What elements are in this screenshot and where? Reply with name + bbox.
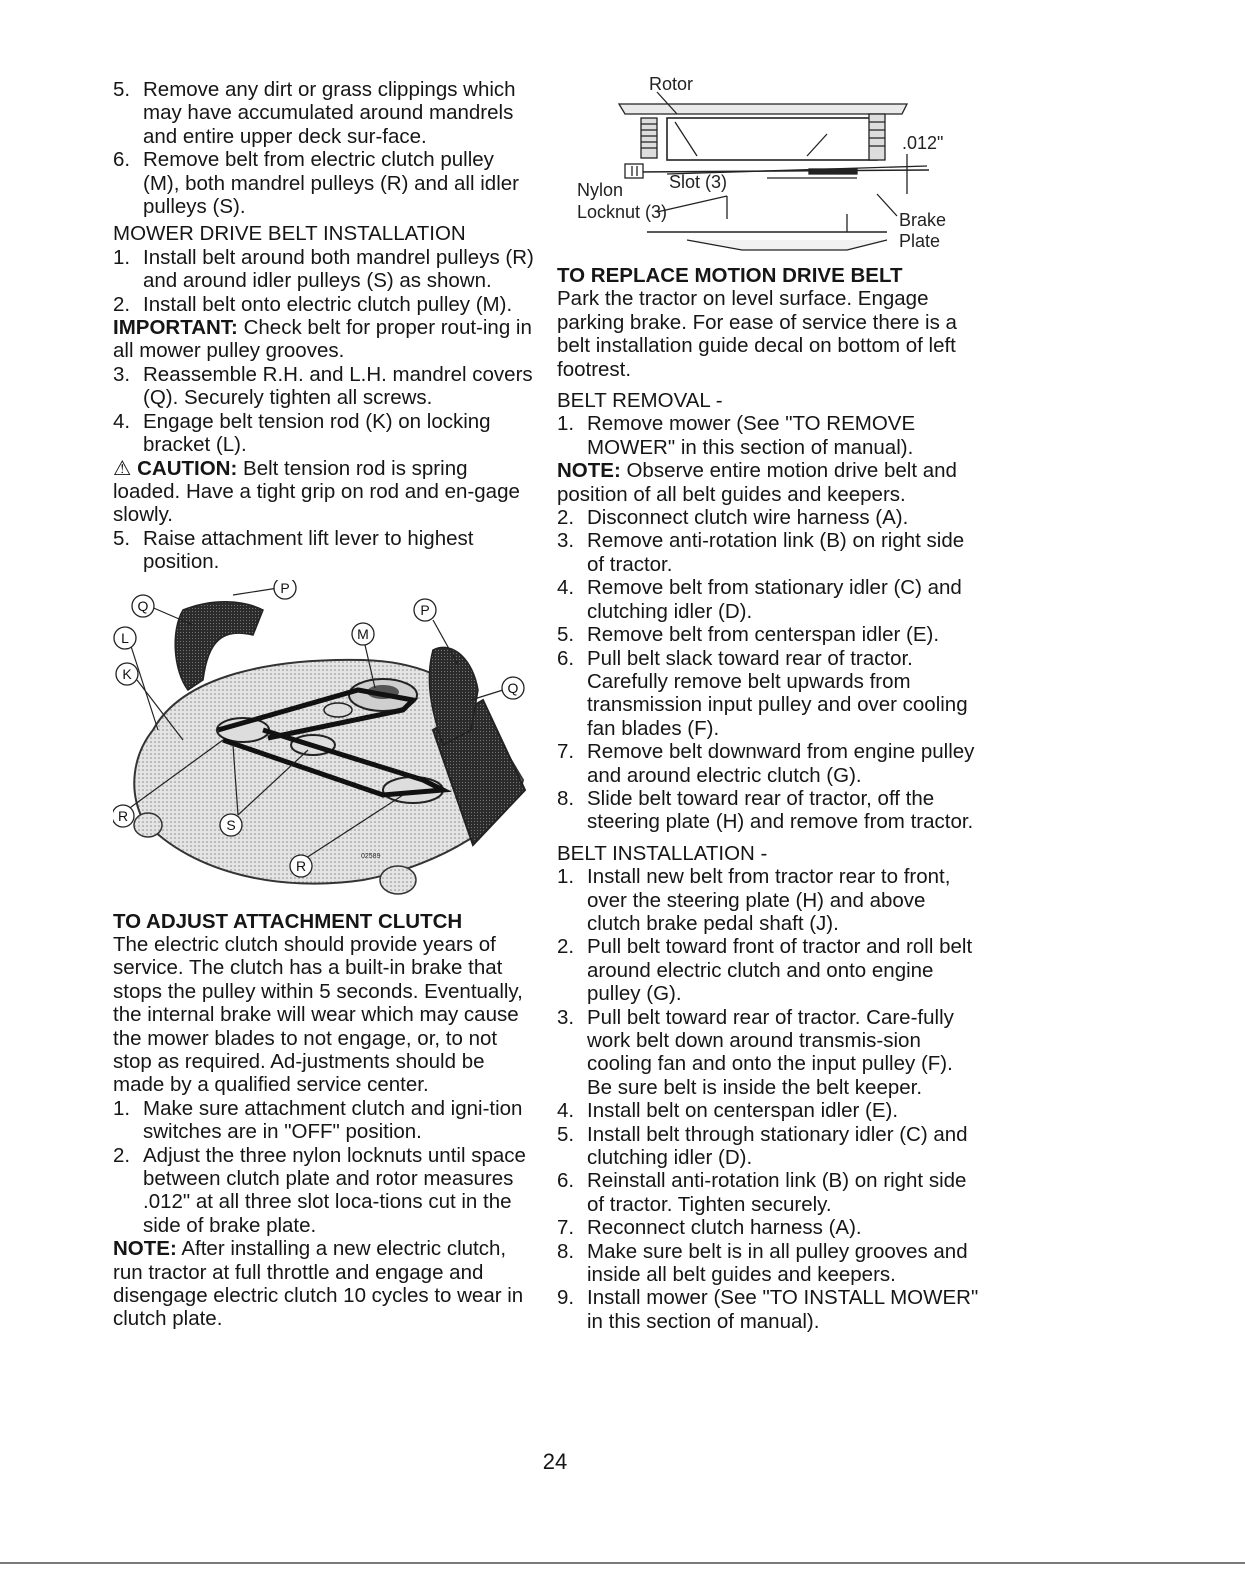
removal-list-b xyxy=(557,506,982,834)
list-item xyxy=(557,647,982,741)
list-item xyxy=(557,865,982,935)
item-number: 4. xyxy=(557,576,575,600)
installation-list xyxy=(557,865,982,1333)
list-item xyxy=(557,576,982,623)
list-item xyxy=(113,363,535,410)
removal-list-a xyxy=(557,412,982,459)
item-text: Reinstall anti-rotation link (B) on right side of tractor. Tighten securely. xyxy=(587,1169,967,1216)
list-item xyxy=(557,623,982,646)
item-number: 4. xyxy=(557,1099,575,1123)
item-text: Remove anti-rotation link (B) on right side of tractor. xyxy=(587,529,965,576)
item-text: Remove belt downward from engine pulley and around electric clutch (G). xyxy=(587,740,975,787)
list-item xyxy=(557,1099,982,1122)
item-number: 4. xyxy=(113,409,131,433)
nylon-label: Nylon xyxy=(577,180,624,200)
callout-p-right: P xyxy=(420,601,430,618)
list-item xyxy=(113,410,535,457)
important-text: Check belt for proper rout-ing in all mower pulley grooves. xyxy=(113,316,532,363)
item-number: 5. xyxy=(557,1122,575,1146)
caution-text: Belt tension rod is spring loaded. Have a tight grip on rod and en-gage slowly. xyxy=(113,456,520,527)
item-text: Disconnect clutch wire harness (A). xyxy=(587,506,909,530)
important-note xyxy=(113,316,535,363)
item-number: 2. xyxy=(557,506,575,530)
item-text: Pull belt toward rear of tractor. Care-fully work belt down around transmis-sion cooling fan and onto the input pulley (F). Be sure belt is inside the belt keeper. xyxy=(587,1005,954,1099)
replace-belt-title: TO REPLACE MOTION DRIVE BELT xyxy=(557,264,903,287)
item-number: 3. xyxy=(557,529,575,553)
list-item xyxy=(557,506,982,529)
item-number: 2. xyxy=(113,292,131,316)
clutch-note xyxy=(113,1237,535,1331)
list-item xyxy=(113,293,535,316)
rotor-label: Rotor xyxy=(649,74,694,94)
step-list-e xyxy=(113,1097,535,1237)
item-number: 1. xyxy=(113,1096,131,1120)
left-column xyxy=(113,78,535,1331)
item-text: Adjust the three nylon locknuts until space between clutch plate and rotor measures .012" at all three slot loca-tions cut in the side of brake plate. xyxy=(143,1143,526,1237)
plate-label: Plate xyxy=(899,231,941,251)
caution-label: CAUTION: xyxy=(137,456,238,480)
callout-r-left: R xyxy=(117,807,129,824)
callout-q-right: Q xyxy=(507,679,519,696)
item-text: Reassemble R.H. and L.H. mandrel covers (Q). Securely tighten all screws. xyxy=(143,362,533,410)
important-label: IMPORTANT: xyxy=(113,316,238,340)
item-text: Pull belt slack toward rear of tractor. Carefully remove belt upwards from transmission input pulley and over cooling fan blades (F). xyxy=(587,646,968,740)
list-item xyxy=(113,246,535,293)
list-item xyxy=(557,1286,982,1333)
install-heading: MOWER DRIVE BELT INSTALLATION xyxy=(113,222,466,246)
item-number: 2. xyxy=(113,1143,131,1167)
removal-note-label: NOTE: xyxy=(557,459,621,483)
clutch-figure xyxy=(557,74,982,264)
callout-s: S xyxy=(226,816,236,833)
item-text: Remove belt from stationary idler (C) and clutching idler (D). xyxy=(587,576,962,623)
item-number: 6. xyxy=(557,646,575,670)
list-item xyxy=(113,1144,535,1238)
item-text: Remove belt from electric clutch pulley (M), both mandrel pulleys (R) and all idler pulleys (S). xyxy=(143,148,519,219)
item-text: Raise attachment lift lever to highest position. xyxy=(143,526,474,574)
step-list-a xyxy=(113,78,535,218)
list-item xyxy=(557,1123,982,1170)
item-text: Make sure belt is in all pulley grooves and inside all belt guides and keepers. xyxy=(587,1239,968,1287)
bottom-rule xyxy=(0,1562,1245,1564)
item-number: 7. xyxy=(557,1216,575,1240)
list-item xyxy=(557,529,982,576)
item-text: Install mower (See "TO INSTALL MOWER" in this section of manual). xyxy=(587,1286,979,1333)
note-label: NOTE: xyxy=(113,1237,177,1261)
item-text: Install new belt from tractor rear to front, over the steering plate (H) and above clutch brake pedal shaft (J). xyxy=(587,865,951,935)
item-number: 3. xyxy=(113,362,131,386)
list-item xyxy=(113,527,535,574)
callout-r-bottom: R xyxy=(295,857,307,874)
list-item xyxy=(113,148,535,218)
list-item xyxy=(557,1240,982,1287)
brake-label: Brake xyxy=(899,210,947,230)
note-text: After installing a new electric clutch, run tractor at full throttle and engage and disengage electric clutch 10 cycles to wear in clutch plate. xyxy=(113,1237,524,1331)
list-item xyxy=(557,1006,982,1100)
list-item xyxy=(557,1169,982,1216)
list-item xyxy=(113,78,535,148)
list-item xyxy=(557,787,982,834)
item-text: Install belt through stationary idler (C) and clutching idler (D). xyxy=(587,1122,968,1170)
item-text: Install belt onto electric clutch pulley (M). xyxy=(143,292,513,316)
item-number: 5. xyxy=(113,78,131,101)
item-text: Slide belt toward rear of tractor, off the steering plate (H) and remove from tractor. xyxy=(587,786,974,834)
item-text: Pull belt toward front of tractor and roll belt around electric clutch and onto engine pulley (G). xyxy=(587,935,973,1006)
clutch-diagram xyxy=(557,74,982,264)
list-item xyxy=(113,1097,535,1144)
item-number: 1. xyxy=(557,865,575,889)
item-number: 7. xyxy=(557,740,575,764)
caution-icon: ⚠ xyxy=(113,456,132,480)
caution-note xyxy=(113,457,535,527)
item-number: 3. xyxy=(557,1005,575,1029)
item-text: Remove any dirt or grass clippings which may have accumulated around mandrels and entire upper deck sur-face. xyxy=(143,78,516,148)
item-text: Install belt around both mandrel pulleys (R) and around idler pulleys (S) as shown. xyxy=(143,245,534,293)
mower-deck-figure xyxy=(113,580,535,910)
item-text: Make sure attachment clutch and igni-tion switches are in "OFF" position. xyxy=(143,1096,523,1144)
item-number: 9. xyxy=(557,1286,575,1310)
callout-q-left: Q xyxy=(137,597,149,614)
item-number: 1. xyxy=(557,412,575,436)
gap-label: .012" xyxy=(902,133,944,153)
step-list-d xyxy=(113,527,535,574)
right-column xyxy=(557,74,982,1333)
item-number: 5. xyxy=(113,526,131,550)
step-list-c xyxy=(113,363,535,457)
belt-installation-heading: BELT INSTALLATION - xyxy=(557,841,768,865)
item-number: 5. xyxy=(557,623,575,647)
item-text: Reconnect clutch harness (A). xyxy=(587,1216,862,1240)
adjust-clutch-text: The electric clutch should provide years of service. The clutch has a built-in brake that stops the pulley within 5 seconds. Eventually, the internal brake will wear which may cause the mower blades to not engage, or, to not stop as required. Ad-justments should be made by a qualified service center. xyxy=(113,932,523,1097)
locknut-label: Locknut (3) xyxy=(577,202,668,222)
item-number: 6. xyxy=(557,1169,575,1193)
figure-code: 02589 xyxy=(361,852,381,860)
mower-deck-illustration xyxy=(113,580,535,910)
item-number: 1. xyxy=(113,245,131,269)
list-item xyxy=(557,935,982,1005)
replace-belt-text: Park the tractor on level surface. Engage parking brake. For ease of service there is a belt installation guide decal on bottom of left footrest. xyxy=(557,287,957,381)
callout-m: M xyxy=(357,625,369,642)
item-number: 2. xyxy=(557,935,575,959)
item-number: 8. xyxy=(557,786,575,810)
step-list-b xyxy=(113,246,535,316)
callout-p-top: P xyxy=(280,579,290,596)
callout-l: L xyxy=(121,629,129,646)
callout-k: K xyxy=(122,665,132,682)
item-number: 8. xyxy=(557,1239,575,1263)
list-item xyxy=(557,412,982,459)
removal-note-text: Observe entire motion drive belt and position of all belt guides and keepers. xyxy=(557,459,957,506)
item-number: 6. xyxy=(113,148,131,172)
belt-removal-heading: BELT REMOVAL - xyxy=(557,389,723,413)
item-text: Install belt on centerspan idler (E). xyxy=(587,1099,899,1123)
adjust-clutch-title: TO ADJUST ATTACHMENT CLUTCH xyxy=(113,909,463,933)
item-text: Remove mower (See "TO REMOVE MOWER" in this section of manual). xyxy=(587,412,916,459)
page-number: 24 xyxy=(542,1449,568,1474)
item-text: Engage belt tension rod (K) on locking bracket (L). xyxy=(143,409,491,457)
item-text: Remove belt from centerspan idler (E). xyxy=(587,623,940,647)
list-item xyxy=(557,1216,982,1239)
removal-note xyxy=(557,459,982,506)
slot-label: Slot (3) xyxy=(669,172,728,192)
list-item xyxy=(557,740,982,787)
